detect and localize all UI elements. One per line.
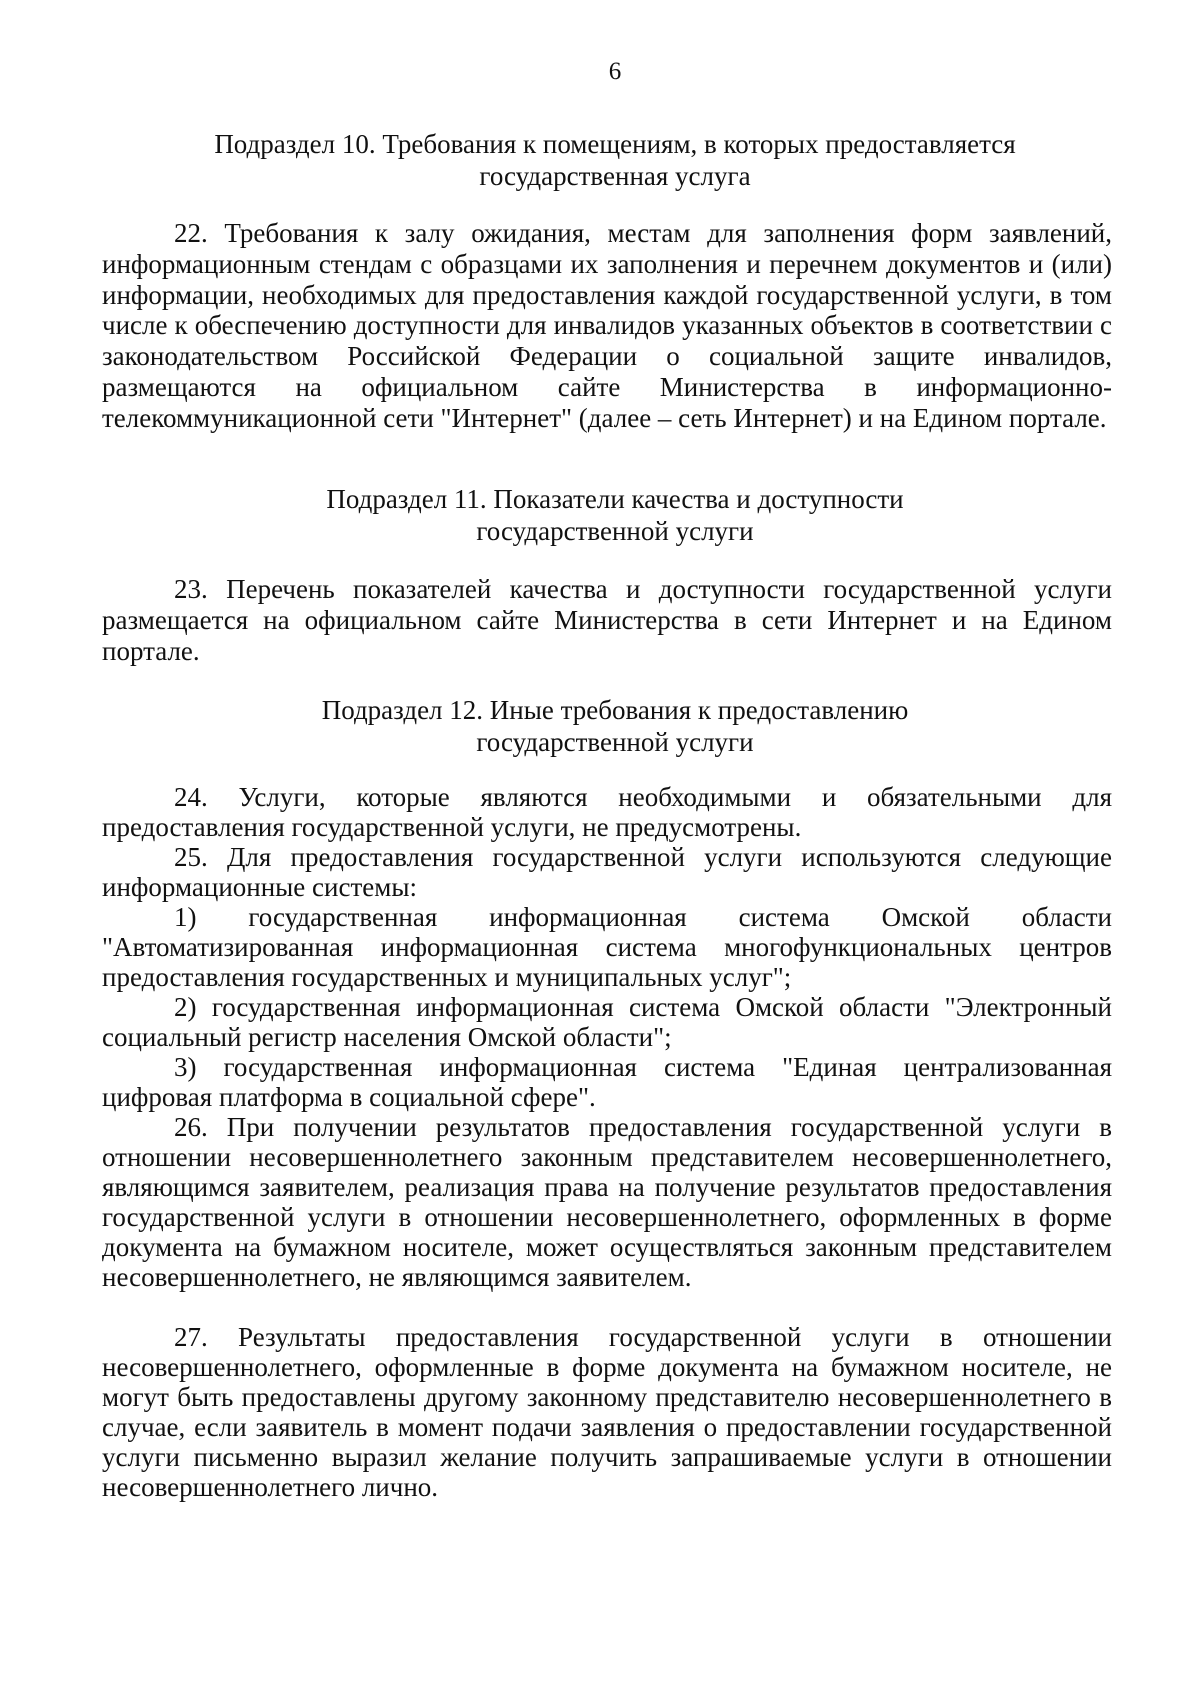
heading-line: Подраздел 10. Требования к помещениям, в которых предоставляется <box>214 129 1016 159</box>
section-10-heading <box>120 128 1110 192</box>
paragraph-25-item-2: 2) государственная информационная система Омской области "Электронный социальный регистр населения Омской области"; <box>102 992 1112 1052</box>
page-number: 6 <box>608 58 622 85</box>
paragraph-23: 23. Перечень показателей качества и доступности государственной услуги размещается на официальном сайте Министерства в сети Интернет и на Едином портале. <box>102 574 1112 666</box>
paragraph-27: 27. Результаты предоставления государственной услуги в отношении несовершеннолетнего, оформленные в форме документа на бумажном носителе, не могут быть предоставлены другому законному представителю несовершеннолетнего в случае, если заявитель в момент подачи заявления о предоставлении государственной услуги письменно выразил желание получить запрашиваемые услуги в отношении несовершеннолетнего лично. <box>102 1322 1112 1502</box>
paragraph-25-item-1: 1) государственная информационная система Омской области "Автоматизированная информационная система многофункциональных центров предоставления государственных и муниципальных услуг"; <box>102 902 1112 992</box>
paragraph-25: 25. Для предоставления государственной услуги используются следующие информационные системы: <box>102 842 1112 902</box>
paragraph-22: 22. Требования к залу ожидания, местам для заполнения форм заявлений, информационным стендам с образцами их заполнения и перечнем документов и (или) информации, необходимых для предоставления каждой государственной услуги, в том числе к обеспечению доступности для инвалидов указанных объектов в соответствии с законодательством Российской Федерации о социальной защите инвалидов, размещаются на официальном сайте Министерства в информационно-телекоммуникационной сети "Интернет" (далее – сеть Интернет) и на Едином портале. <box>102 218 1112 433</box>
paragraph-26: 26. При получении результатов предоставления государственной услуги в отношении несовершеннолетнего законным представителем несовершеннолетнего, являющимся заявителем, реализация права на получение результатов предоставления государственной услуги в отношении несовершеннолетнего, оформленных в форме документа на бумажном носителе, может осуществляться законным представителем несовершеннолетнего, не являющимся заявителем. <box>102 1112 1112 1292</box>
section-12-heading <box>120 694 1110 758</box>
heading-line: государственная услуга <box>479 161 751 191</box>
heading-line: государственной услуги <box>476 516 754 546</box>
paragraph-25-item-3: 3) государственная информационная система "Единая централизованная цифровая платформа в социальной сфере". <box>102 1052 1112 1112</box>
paragraph-24: 24. Услуги, которые являются необходимыми и обязательными для предоставления государственной услуги, не предусмотрены. <box>102 782 1112 842</box>
heading-line: Подраздел 12. Иные требования к предоставлению <box>321 695 909 725</box>
heading-line: государственной услуги <box>476 727 754 757</box>
section-11-heading <box>120 483 1110 547</box>
heading-line: Подраздел 11. Показатели качества и доступности <box>326 484 904 514</box>
